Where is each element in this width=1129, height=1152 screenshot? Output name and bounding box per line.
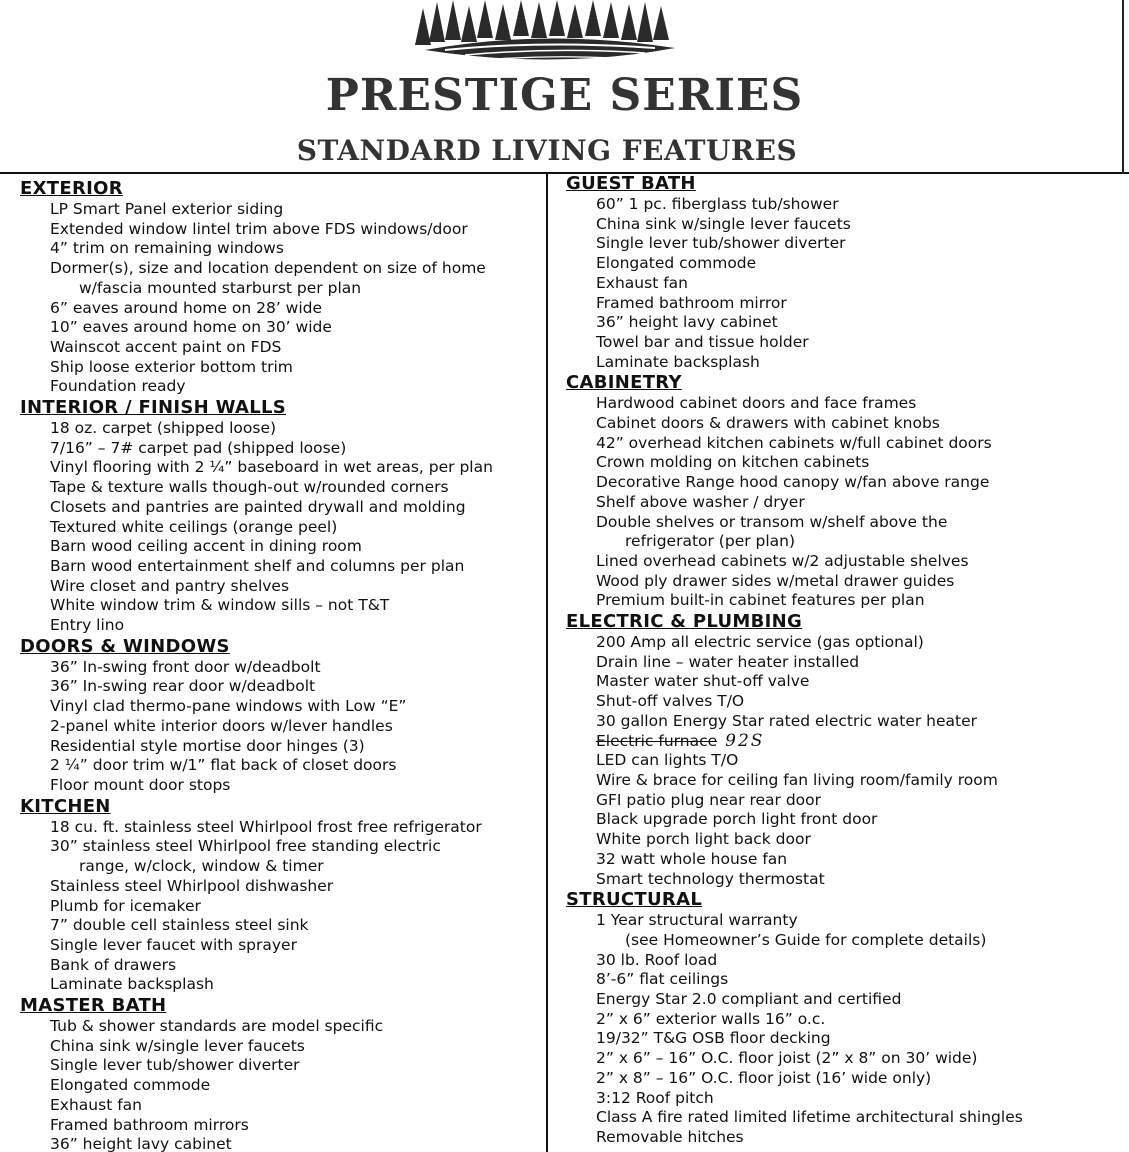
list-item: 7” double cell stainless steel sink	[50, 916, 309, 935]
list-item: Drain line – water heater installed	[596, 652, 860, 671]
section-heading-interior: INTERIOR / FINISH WALLS	[20, 397, 286, 419]
list-item: Framed bathroom mirrors	[50, 1115, 249, 1134]
list-item: w/fascia mounted starburst per plan	[79, 278, 362, 297]
list-item: LP Smart Panel exterior siding	[50, 200, 284, 218]
list-item: 30 lb. Roof load	[596, 950, 718, 969]
list-item: 2” x 8” – 16” O.C. floor joist (16’ wide only)	[596, 1068, 932, 1087]
list-item: China sink w/single lever faucets	[50, 1036, 305, 1055]
list-item: Textured white ceilings (orange peel)	[50, 517, 338, 536]
list-item: Removable hitches	[596, 1127, 744, 1146]
list-item: Dormer(s), size and location dependent on size of home	[50, 259, 486, 278]
list-item: Laminate backsplash	[50, 975, 214, 994]
list-item: 10” eaves around home on 30’ wide	[50, 318, 332, 337]
section-heading-guest-bath: GUEST BATH	[566, 173, 696, 194]
list-item: Single lever tub/shower diverter	[50, 1056, 300, 1075]
section-heading-electric-plumbing: ELECTRIC & PLUMBING	[566, 611, 803, 633]
list-item: 36” In-swing rear door w/deadbolt	[50, 677, 316, 696]
list-item: Wainscot accent paint on FDS	[50, 337, 282, 356]
list-item: Barn wood entertainment shelf and columns per plan	[50, 556, 465, 575]
struck-list-item	[566, 732, 1122, 752]
list-item: Double shelves or transom w/shelf above the	[596, 512, 948, 531]
list-item: China sink w/single lever faucets	[596, 214, 851, 233]
column-divider	[546, 172, 548, 1152]
list-item: Floor mount door stops	[50, 775, 231, 794]
list-item: Towel bar and tissue holder	[596, 332, 809, 351]
list-item: Entry lino	[50, 616, 125, 635]
list-item: Shelf above washer / dryer	[596, 492, 805, 511]
section-heading-doors-windows: DOORS & WINDOWS	[20, 635, 230, 657]
list-item: 7/16” – 7# carpet pad (shipped loose)	[50, 438, 347, 457]
list-item: Smart technology thermostat	[596, 869, 825, 888]
list-item: Bank of drawers	[50, 955, 177, 974]
list-item: range, w/clock, window & timer	[79, 857, 324, 876]
list-item: 36” height lavy cabinet	[596, 313, 778, 332]
list-item: Tape & texture walls though-out w/rounded corners	[50, 478, 449, 497]
list-item: (see Homeowner’s Guide for complete details)	[625, 930, 987, 949]
list-item: 1 Year structural warranty	[596, 911, 798, 930]
list-item: Exhaust fan	[50, 1095, 142, 1114]
list-item: Framed bathroom mirror	[596, 293, 787, 312]
list-item: Ship loose exterior bottom trim	[50, 357, 293, 376]
list-item: Vinyl clad thermo-pane windows with Low “E”	[50, 697, 407, 716]
list-item: refrigerator (per plan)	[625, 532, 796, 551]
list-item: Elongated commode	[50, 1076, 211, 1095]
list-item: Wire closet and pantry shelves	[50, 576, 290, 595]
list-item: Black upgrade porch light front door	[596, 810, 878, 829]
right-column	[566, 173, 1122, 1148]
list-item: 3:12 Roof pitch	[596, 1088, 714, 1107]
list-item: Energy Star 2.0 compliant and certified	[596, 990, 902, 1009]
struck-item-text: Electric furnace	[596, 731, 718, 750]
list-item: 19/32” T&G OSB floor decking	[596, 1029, 831, 1048]
list-item: Laminate backsplash	[596, 352, 760, 371]
list-item: 30” stainless steel Whirlpool free standing electric	[50, 837, 441, 856]
list-item: Extended window lintel trim above FDS windows/door	[50, 219, 468, 238]
list-item: Cabinet doors & drawers with cabinet knobs	[596, 414, 940, 433]
trees-lake-logo	[405, 0, 690, 68]
list-item: Premium built-in cabinet features per plan	[596, 591, 925, 610]
list-item: 18 oz. carpet (shipped loose)	[50, 419, 277, 438]
list-item: GFI patio plug near rear door	[596, 790, 821, 809]
list-item: Stainless steel Whirlpool dishwasher	[50, 876, 334, 895]
list-item: 6” eaves around home on 28’ wide	[50, 298, 323, 317]
list-item: 42” overhead kitchen cabinets w/full cabinet doors	[596, 433, 992, 452]
document-title: PRESTIGE SERIES	[325, 70, 804, 121]
section-heading-kitchen: KITCHEN	[20, 795, 111, 817]
list-item: LED can lights T/O	[596, 751, 739, 770]
section-heading-master-bath: MASTER BATH	[20, 995, 167, 1017]
list-item: Lined overhead cabinets w/2 adjustable shelves	[596, 551, 969, 570]
list-item: White porch light back door	[596, 830, 811, 849]
list-item: Class A fire rated limited lifetime architectural shingles	[596, 1108, 1023, 1127]
list-item: 36” height lavy cabinet	[50, 1135, 232, 1152]
list-item: Vinyl flooring with 2 ¼” baseboard in wet areas, per plan	[50, 458, 493, 477]
list-item: Wood ply drawer sides w/metal drawer guides	[596, 571, 955, 590]
list-item: Exhaust fan	[596, 273, 688, 292]
list-item: Plumb for icemaker	[50, 896, 201, 915]
list-item: 2 ¼” door trim w/1” flat back of closet doors	[50, 756, 397, 775]
list-item: 4” trim on remaining windows	[50, 239, 284, 258]
list-item: 2-panel white interior doors w/lever handles	[50, 716, 393, 735]
list-item: Foundation ready	[50, 377, 186, 396]
list-item: Single lever faucet with sprayer	[50, 935, 297, 954]
list-item: Hardwood cabinet doors and face frames	[596, 394, 917, 413]
list-item: Barn wood ceiling accent in dining room	[50, 537, 362, 556]
section-heading-exterior: EXTERIOR	[20, 178, 123, 199]
list-item: 2” x 6” – 16” O.C. floor joist (2” x 8” on 30’ wide)	[596, 1049, 978, 1068]
list-item: Shut-off valves T/O	[596, 692, 745, 711]
list-item: Master water shut-off valve	[596, 672, 810, 691]
list-item: Crown molding on kitchen cabinets	[596, 453, 870, 472]
document-subtitle: STANDARD LIVING FEATURES	[296, 134, 798, 167]
list-item: White window trim & window sills – not T&T	[50, 596, 390, 615]
list-item: Closets and pantries are painted drywall and molding	[50, 497, 466, 516]
list-item: 2” x 6” exterior walls 16” o.c.	[596, 1009, 826, 1028]
list-item: Wire & brace for ceiling fan living room/family room	[596, 770, 998, 789]
list-item: 32 watt whole house fan	[596, 849, 788, 868]
list-item: 30 gallon Energy Star rated electric water heater	[596, 711, 978, 730]
list-item: Decorative Range hood canopy w/fan above range	[596, 473, 990, 492]
list-item: 36” In-swing front door w/deadbolt	[50, 657, 321, 676]
section-heading-cabinetry: CABINETRY	[566, 372, 682, 394]
right-border	[1122, 0, 1124, 174]
list-item: Single lever tub/shower diverter	[596, 234, 846, 253]
list-item: Elongated commode	[596, 254, 757, 273]
list-item: 200 Amp all electric service (gas optional)	[596, 633, 924, 652]
handwritten-note: 92S	[725, 730, 765, 751]
list-item: Tub & shower standards are model specific	[50, 1017, 384, 1036]
left-column	[20, 178, 540, 1152]
list-item: 18 cu. ft. stainless steel Whirlpool frost free refrigerator	[50, 817, 482, 836]
list-item: 60” 1 pc. fiberglass tub/shower	[596, 195, 839, 213]
section-heading-structural: STRUCTURAL	[566, 889, 703, 911]
list-item: Residential style mortise door hinges (3)	[50, 736, 365, 755]
list-item: 8’-6” flat ceilings	[596, 970, 729, 989]
